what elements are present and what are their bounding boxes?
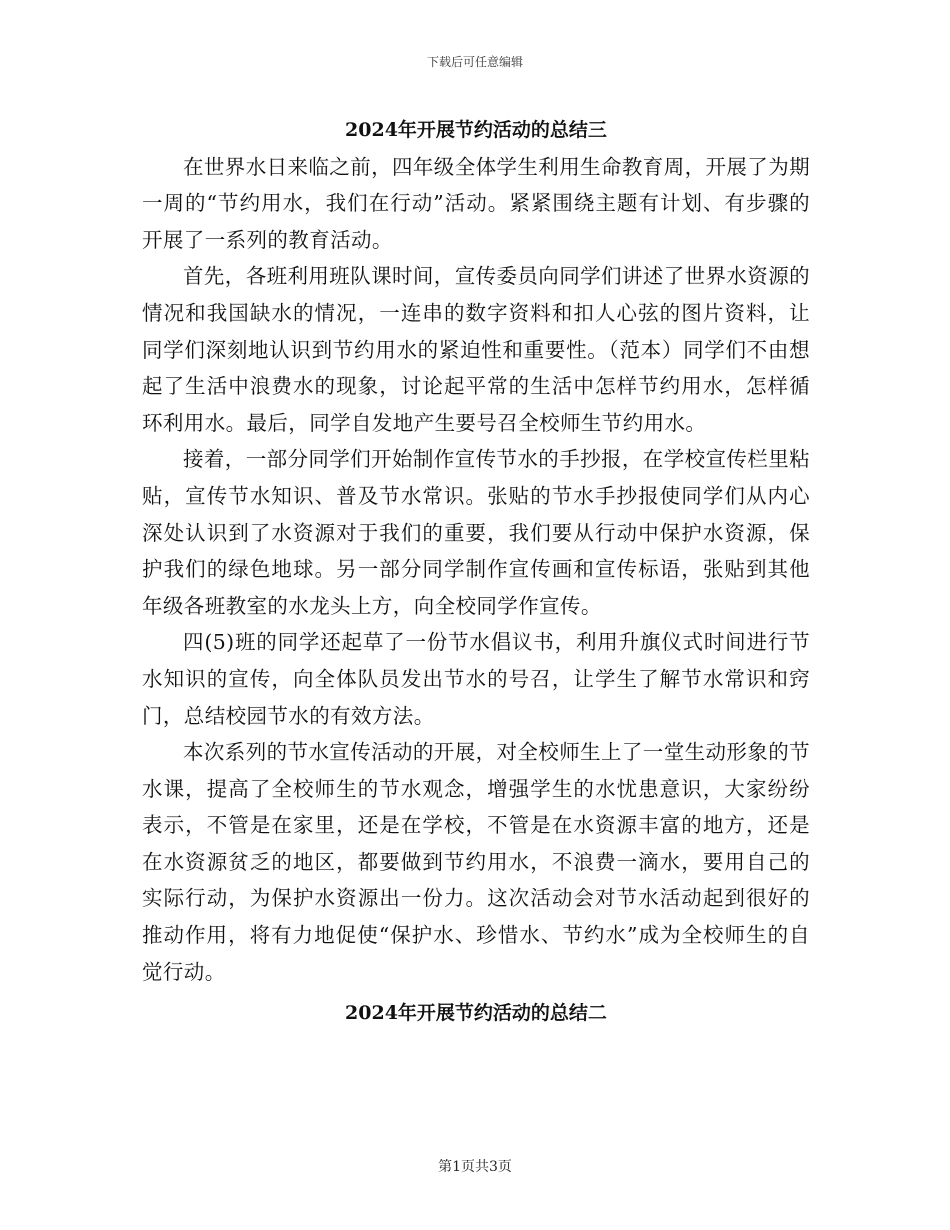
- paragraph-first: 首先，各班利用班队课时间，宣传委员向同学们讲述了世界水资源的情况和我国缺水的情况，一连串的数字资料和扣人心弦的图片资料，让同学们深刻地认识到节约用水的紧迫性和重要性。（范本）同学们不由想起了生活中浪费水的现象，讨论起平常的生活中怎样节约用水，怎样循环利用水。最后，同学自发地产生要号召全校师生节约用水。: [142, 264, 810, 435]
- next-section-title: 2024年开展节约活动的总结二: [345, 1002, 607, 1025]
- paragraph-intro: 在世界水日来临之前，四年级全体学生利用生命教育周，开展了为期一周的“节约用水，我们在行动”活动。紧紧围绕主题有计划、有步骤的开展了一系列的教育活动。: [142, 154, 810, 252]
- section-title: 2024年开展节约活动的总结三: [345, 119, 607, 141]
- document-body: [142, 112, 810, 1032]
- paragraph-class-4-5: 四(5)班的同学还起草了一份节水倡议书，利用升旗仪式时间进行节水知识的宣传，向全体队员发出节水的号召，让学生了解节水常识和窍门，总结校园节水的有效方法。: [142, 630, 810, 728]
- paragraph-next: 接着，一部分同学们开始制作宣传节水的手抄报，在学校宣传栏里粘贴，宣传节水知识、普及节水常识。张贴的节水手抄报使同学们从内心深处认识到了水资源对于我们的重要，我们要从行动中保护水资源，保护我们的绿色地球。另一部分同学制作宣传画和宣传标语，张贴到其他年级各班教室的水龙头上方，向全校同学作宣传。: [142, 447, 810, 618]
- page-footer-page-number: 第1页共3页: [438, 1159, 512, 1175]
- paragraph-conclusion: 本次系列的节水宣传活动的开展，对全校师生上了一堂生动形象的节水课，提高了全校师生的节水观念，增强学生的水忧患意识，大家纷纷表示，不管是在家里，还是在学校，不管是在水资源丰富的地方，还是在水资源贫乏的地区，都要做到节约用水，不浪费一滴水，要用自己的实际行动，为保护水资源出一份力。这次活动会对节水活动起到很好的推动作用，将有力地促使“保护水、珍惜水、节约水”成为全校师生的自觉行动。: [142, 740, 810, 984]
- page-header-note: 下载后可任意编辑: [426, 55, 523, 69]
